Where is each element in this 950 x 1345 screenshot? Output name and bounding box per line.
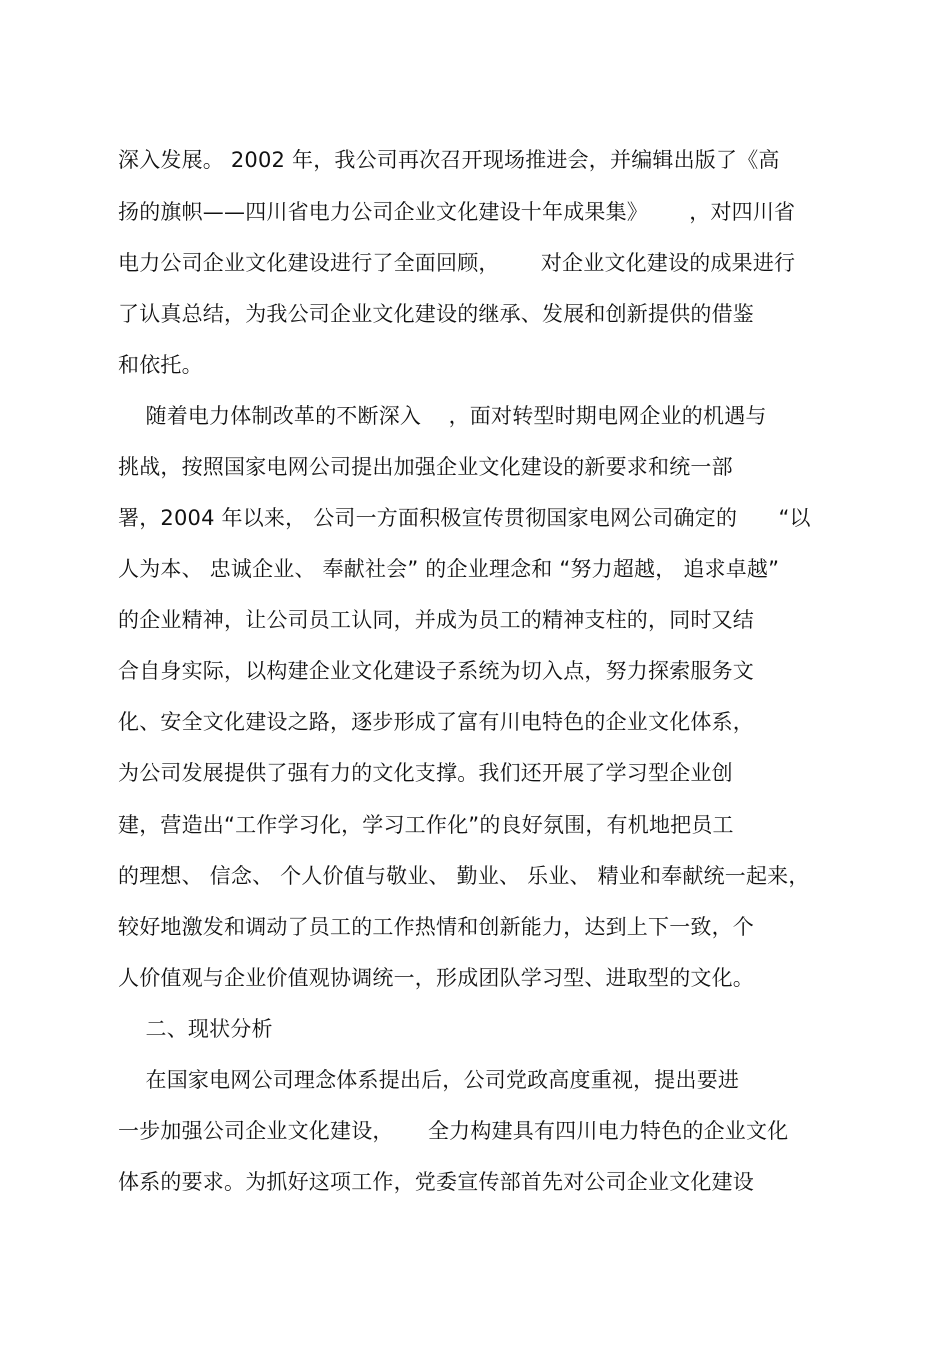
text-line: 挑战，按照国家电网公司提出加强企业文化建设的新要求和统一部 [118, 455, 733, 479]
text-line: 的企业精神，让公司员工认同，并成为员工的精神支柱的，同时又结 [118, 608, 754, 632]
text-line: 为公司发展提供了强有力的文化支撑。我们还开展了学习型企业创 [118, 761, 733, 785]
text-line: 化、安全文化建设之路，逐步形成了富有川电特色的企业文化体系， [118, 710, 754, 734]
text-line: 深入发展。 2002 年，我公司再次召开现场推进会，并编辑出版了《高 [118, 148, 780, 172]
text-line: 电力公司企业文化建设进行了全面回顾， 对企业文化建设的成果进行 [118, 251, 796, 275]
text-line: 扬的旗帜——四川省电力公司企业文化建设十年成果集》 ，对四川省 [118, 200, 796, 224]
text-line: 人价值观与企业价值观协调统一，形成团队学习型、进取型的文化。 [118, 966, 754, 990]
text-line: 在国家电网公司理念体系提出后，公司党政高度重视，提出要进 [118, 1068, 740, 1092]
text-line: 一步加强公司企业文化建设， 全力构建具有四川电力特色的企业文化 [118, 1119, 789, 1143]
text-line: 和依托。 [118, 353, 203, 377]
text-line: 署，2004 年以来， 公司一方面积极宣传贯彻国家电网公司确定的 “以 [118, 506, 811, 530]
text-line: 了认真总结，为我公司企业文化建设的继承、发展和创新提供的借鉴 [118, 302, 754, 326]
text-line: 体系的要求。为抓好这项工作，党委宣传部首先对公司企业文化建设 [118, 1170, 754, 1194]
text-line: 建，营造出“工作学习化，学习工作化”的良好氛围，有机地把员工 [118, 813, 734, 837]
text-line: 随着电力体制改革的不断深入 ，面对转型时期电网企业的机遇与 [118, 404, 767, 428]
text-line: 人为本、 忠诚企业、 奉献社会” 的企业理念和 “努力超越， 追求卓越” [118, 557, 780, 581]
text-line: 合自身实际，以构建企业文化建设子系统为切入点，努力探索服务文 [118, 659, 754, 683]
section-heading: 二、现状分析 [118, 1017, 273, 1041]
text-line: 的理想、 信念、 个人价值与敬业、 勤业、 乐业、 精业和奉献统一起来， [118, 864, 810, 888]
text-line: 较好地激发和调动了员工的工作热情和创新能力，达到上下一致，个 [118, 915, 754, 939]
